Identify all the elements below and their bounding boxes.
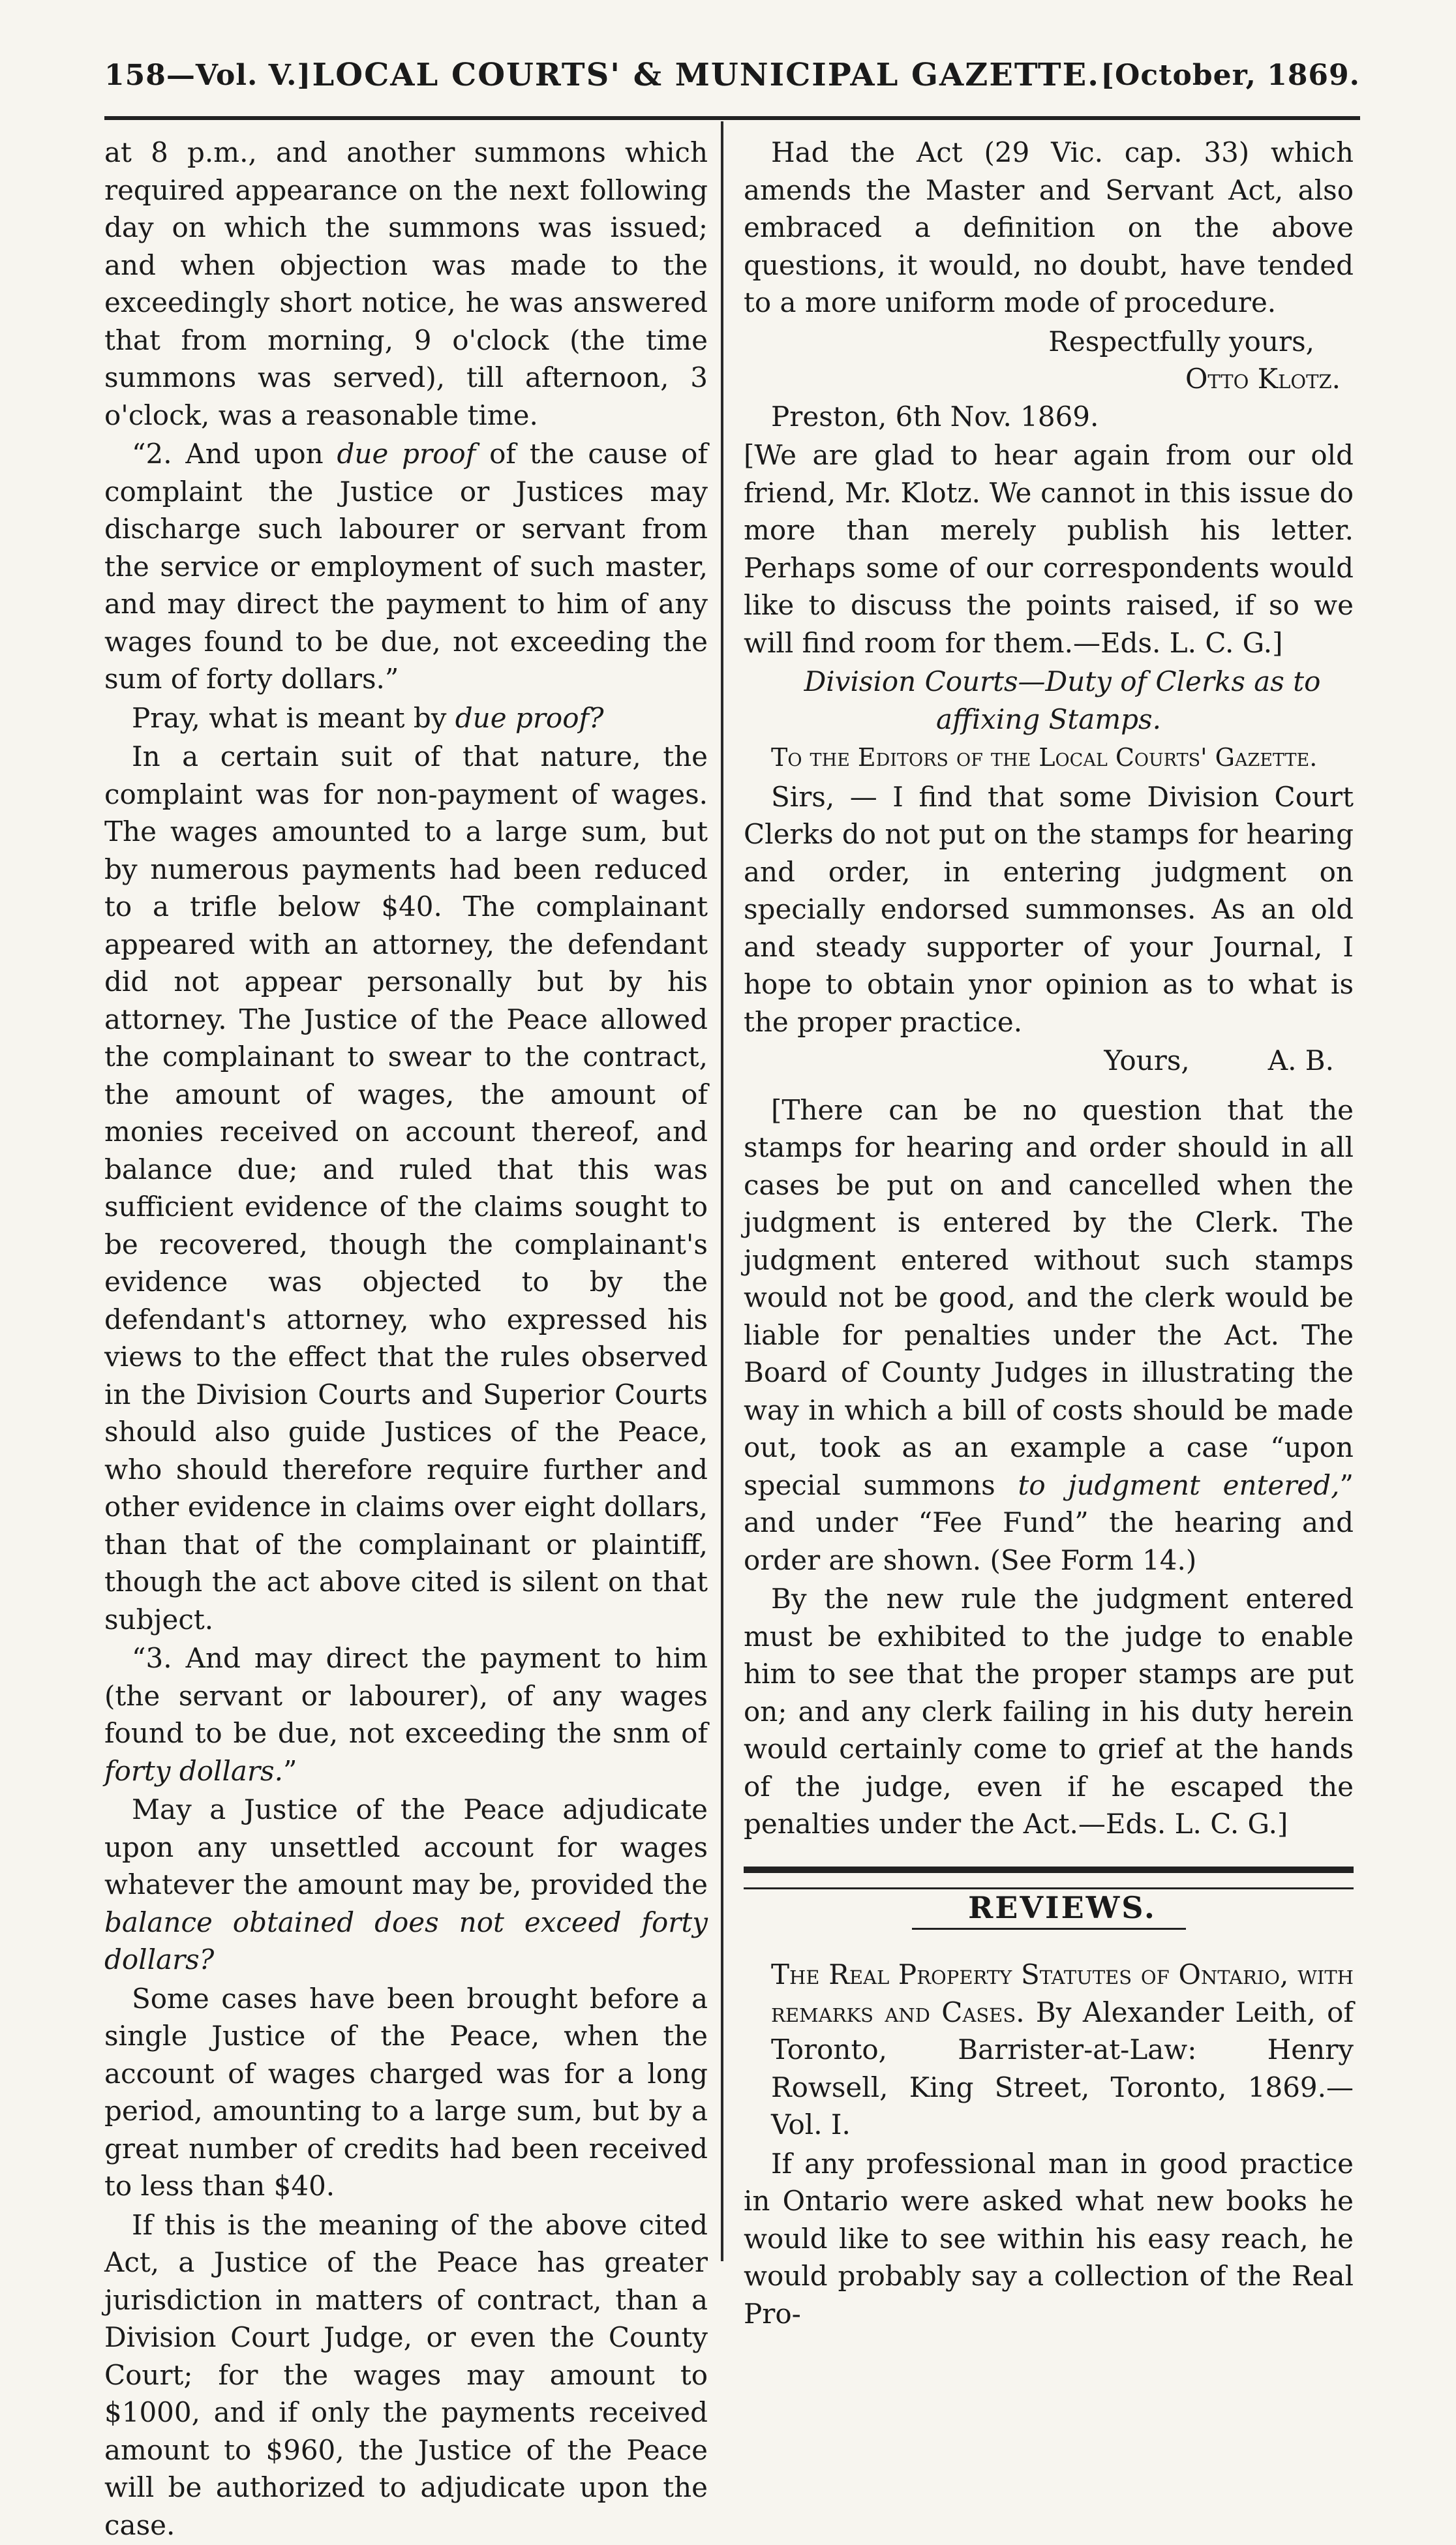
editor-reply: [There can be no question that the stamps for hearing and order should in all cases be put on and cancelled when the judgment is entered by the Clerk. The judgment entered without such stamps would not be good, and the clerk would be liable for penalties under the Act. The Board of County Judges in illustrating the way in which a bill of costs should be made out, took as an example a case “upon special summons to judgment entered,” and under “Fee Fund” the hearing and order are shown. (See Form 14.) xyxy=(744,1093,1354,1576)
review-entry xyxy=(744,1956,1354,2144)
reviews-rule xyxy=(912,1928,1186,1930)
letter: Sirs, — I find that some Division Court Clerks do not put on the stamps for hearing and order, in entering judgment on specially endorsed summonses. As an old and steady supporter of your Journal, I hope to obtain ynor opinion as to what is the proper practice. xyxy=(744,780,1354,1038)
section-title: Division Courts—Duty of Clerks as to affixing Stamps. xyxy=(804,665,1321,735)
paragraph: Had the Act (29 Vic. cap. 33) which amends the Master and Servant Act, also embraced a definition on the above questions, it would, no doubt, have tended to a more uniform mode of procedure. xyxy=(744,136,1354,318)
yours: Yours, xyxy=(1104,1044,1190,1076)
page-header xyxy=(104,46,1360,104)
question-adjudicate: May a Justice of the Peace adjudicate upon any unsettled account for wages whatever the amount may be, provided the balance obtained does not exceed forty dollars? xyxy=(104,1793,708,1975)
publication-title: LOCAL COURTS' & MUNICIPAL GAZETTE. xyxy=(312,57,1100,93)
letter-signoff xyxy=(744,1042,1354,1080)
statute-quote-2: “2. And upon due proof of the cause of complaint the Justice or Justices may discharge such labourer or servant from the service or employment of such master, and may direct the payment to him of any wages found to be due, not exceeding the sum of forty dollars.” xyxy=(104,438,708,695)
paragraph: Some cases have been brought before a single Justice of the Peace, when the account of wages charged was for a long period, amounting to a large sum, but by a great number of credits had been received to less than $40. xyxy=(104,1982,708,2202)
right-column xyxy=(744,134,1354,2334)
review-byline: By Alexander Leith, of Toronto, Barrister-at-Law: Henry Rowsell, King Street, Toronto, 1869.—Vol. I. xyxy=(771,1996,1354,2141)
issue-date: [October, 1869. xyxy=(1100,58,1360,92)
statute-quote-3: “3. And may direct the payment to him (the servant or labourer), of any wages found to be due, not exceeding the snm of forty dollars.” xyxy=(104,1642,708,1787)
header-rule xyxy=(104,116,1360,120)
reviews-heading: REVIEWS. xyxy=(968,1889,1157,1925)
question-due-proof: Pray, what is meant by due proof? xyxy=(132,701,604,734)
page-number-volume: 158—Vol. V.] xyxy=(104,58,312,92)
initials: A. B. xyxy=(1267,1044,1334,1076)
paragraph: at 8 p.m., and another summons which required appearance on the next following day on which the summons was issued; and when objection was made to the exceedingly short notice, he was answered that from morning, 9 o'clock (the time summons was served), till afternoon, 3 o'clock, was a reasonable time. xyxy=(104,136,708,431)
review-text: If any professional man in good practice in Ontario were asked what new books he would like to see within his easy reach, he would probably say a collection of the Real Pro- xyxy=(744,2147,1354,2330)
paragraph: If this is the meaning of the above cited Act, a Justice of the Peace has greater jurisdiction in matters of contract, than a Division Court Judge, or even the County Court; for the wages may amount to $1000, and if only the payments received amount to $960, the Justice of the Peace will be authorized to adjudicate upon the case. xyxy=(104,2208,708,2541)
editor-note: [We are glad to hear again from our old friend, Mr. Klotz. We cannot in this issue do more than merely publish his letter. Perhaps some of our correspondents would like to discuss the points raised, if so we will find room for them.—Eds. L. C. G.] xyxy=(744,439,1354,659)
dateline: Preston, 6th Nov. 1869. xyxy=(771,400,1099,433)
editor-reply-2: By the new rule the judgment entered must be exhibited to the judge to enable him to see that the proper stamps are put on; and any clerk failing in his duty herein would certainly come to grief at the hands of the judge, even if he escaped the penalties under the Act.—Eds. L. C. G.] xyxy=(744,1583,1354,1840)
to-editors: To the Editors of the Local Courts' Gazette. xyxy=(771,743,1318,772)
column-divider xyxy=(721,121,723,2261)
closing: Respectfully yours, xyxy=(1048,325,1314,358)
review-title: The Real Property Statutes of Ontario, with remarks and Cases. xyxy=(771,1958,1354,2028)
signature: Otto Klotz. xyxy=(1185,363,1341,395)
section-divider xyxy=(744,1867,1354,1889)
left-column xyxy=(104,134,708,2545)
paragraph: In a certain suit of that nature, the complaint was for non-payment of wages. The wages amounted to a large sum, but by numerous payments had been reduced to a trifle below $40. The complainant appeared with an attorney, the defendant did not appear personally but by his attorney. The Justice of the Peace allowed the complainant to swear to the contract, the amount of wages, the amount of monies received on account thereof, and balance due; and ruled that this was sufficient evidence of the claims sought to be recovered, though the complainant's evidence was objected to by the defendant's attorney, who expressed his views to the effect that the rules observed in the Division Courts and Superior Courts should also guide Justices of the Peace, who should therefore require further and other evidence in claims over eight dollars, than that of the complainant or plaintiff, though the act above cited is silent on that subject. xyxy=(104,740,708,1636)
